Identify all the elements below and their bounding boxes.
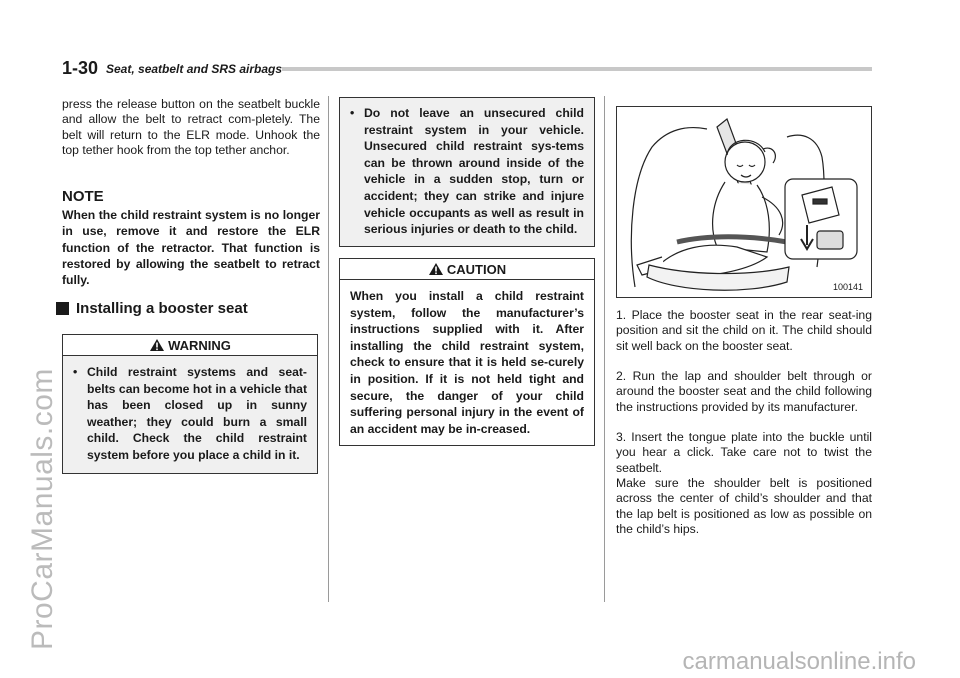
figure-code: 100141	[832, 282, 863, 292]
header-rule	[282, 67, 872, 71]
warning-text-2: Do not leave an unsecured child restraint system in your vehicle. Unsecured child restraint sys-tems can be thrown around inside of the vehicle in a sudden stop, turn or accident; they can strike and injure vehicle occupants as well as result in serious injuries or death to the child.	[364, 106, 584, 237]
warning-box-continued	[339, 97, 595, 247]
caution-box	[339, 280, 595, 446]
warning-bar	[62, 334, 318, 356]
page-header	[62, 58, 872, 80]
step-1: 1. Place the booster seat in the rear seat-ing position and sit the child on it. The child should sit well back on the booster seat.	[616, 308, 872, 353]
step-2: 2. Run the lap and shoulder belt through or around the booster seat and the child following the instructions provided by its manufacturer.	[616, 369, 872, 414]
section-title: Seat, seatbelt and SRS airbags	[106, 62, 283, 76]
side-watermark: ProCarManuals.com	[26, 368, 59, 650]
square-bullet-icon	[56, 302, 69, 315]
page-number: 1-30	[62, 58, 99, 78]
warning-text: Child restraint systems and seat-belts can become hot in a vehicle that has been closed up in sunny weather; they could burn a small child. Check the child restraint system before you place a child in it.	[87, 365, 307, 462]
section-heading-text: Installing a booster seat	[76, 300, 248, 317]
child-booster-seat-image	[617, 107, 871, 297]
caution-triangle-icon	[428, 262, 444, 276]
step-3: 3. Insert the tongue plate into the buckle until you hear a click. Take care not to twist the seatbelt.	[616, 430, 872, 475]
warning-box	[62, 356, 318, 474]
warning-bullet	[73, 364, 307, 464]
footer-watermark: carmanualsonline.info	[682, 648, 916, 675]
warning-bullet-2	[350, 105, 584, 238]
bullet-dot: •	[73, 365, 78, 379]
caution-bar	[339, 258, 595, 280]
booster-seat-illustration	[616, 106, 872, 298]
intro-paragraph: press the release button on the seatbelt buckle and allow the belt to retract com-pletely. The belt will return to the ELR mode. Unhook the top tether hook from the top tether anchor.	[62, 97, 320, 158]
bullet-dot: •	[350, 106, 355, 120]
warning-triangle-icon	[149, 338, 165, 352]
step-3-detail: Make sure the shoulder belt is positioned across the center of child’s shoulder and that the lap belt is positioned as low as possible on the child’s hips.	[616, 476, 872, 537]
caution-text: When you install a child restraint system, follow the manufacturer’s instructions supplied with it. After installing the child restraint system, check to ensure that it is held se-curely in position. If it is not held tight and secure, the danger of your child suffering personal injury in the event of an accident may be in-creased.	[350, 289, 584, 436]
caution-label: CAUTION	[446, 261, 507, 277]
column-divider-1	[328, 96, 329, 602]
warning-label: WARNING	[168, 337, 231, 353]
note-heading: NOTE	[62, 188, 104, 205]
note-text: When the child restraint system is no longer in use, remove it and restore the ELR function of the retractor. That function is restored by allowing the seatbelt to retract fully.	[62, 208, 320, 288]
column-divider-2	[604, 96, 605, 602]
section-heading	[56, 300, 248, 317]
